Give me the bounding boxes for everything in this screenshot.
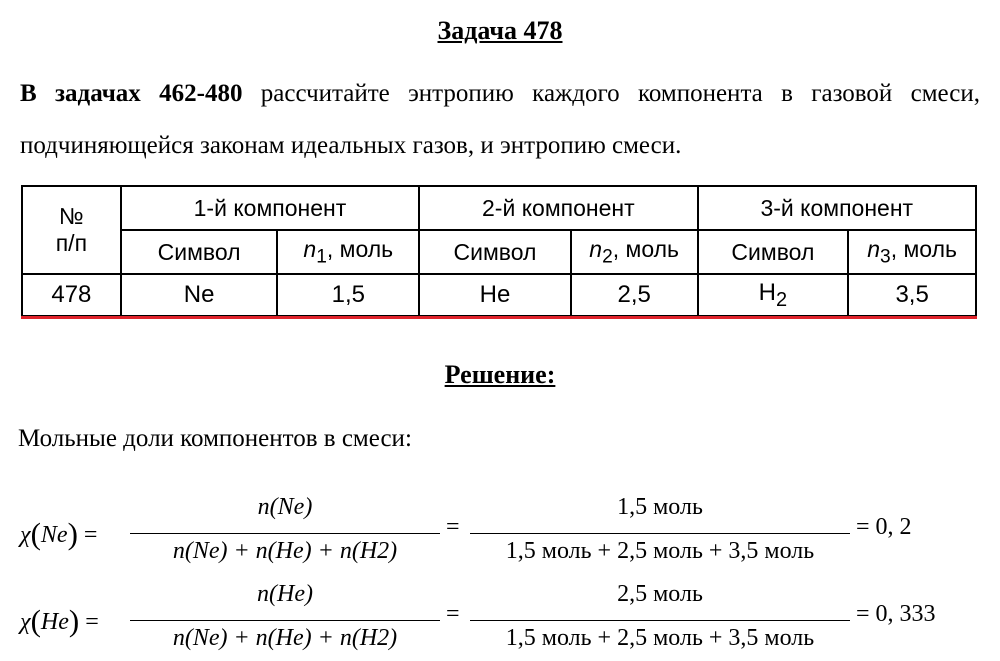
equation-he: χ(He) = n(He) n(Ne) + n(He) + n(H2) = 2,5 моль 1,5 моль + 2,5 моль + 3,5 моль = 0, 333 (20, 581, 936, 651)
lhs-ne: χ(Ne) = (20, 516, 98, 551)
numerator-value-he: 2,5 моль (617, 581, 703, 607)
lhs-he: χ(He) = (20, 603, 99, 638)
symbol-header-3: Символ (698, 230, 849, 274)
solution-title: Решение: (444, 360, 556, 389)
numerator-ne: n(Ne) (257, 494, 313, 520)
result-he: = 0, 333 (856, 601, 936, 627)
amount-1: 1,5 (277, 274, 419, 316)
symbol-2: He (419, 274, 571, 316)
denominator-symbolic-he: n(Ne) + n(He) + n(H2) (172, 625, 398, 651)
statement-bold-part: В задачах 462-480 (20, 80, 243, 107)
amount-2: 2,5 (571, 274, 698, 316)
problem-title: Задача 478 (437, 16, 563, 45)
symbol-header-1: Символ (121, 230, 278, 274)
component-table (21, 185, 977, 317)
denominator-symbolic-ne: n(Ne) + n(He) + n(H2) (172, 538, 398, 564)
symbol-header-2: Символ (419, 230, 571, 274)
equation-ne: χ(Ne) = n(Ne) n(Ne) + n(He) + n(H2) = 1,5 моль 1,5 моль + 2,5 моль + 3,5 моль = 0, 2 (20, 494, 912, 564)
symbol-3: $H_2$ (698, 274, 849, 316)
molar-fraction-text: Мольные доли компонентов в смеси: (18, 425, 412, 452)
denominator-value-he: 1,5 моль + 2,5 моль + 3,5 моль (505, 625, 815, 651)
amount-3: 3,5 (848, 274, 976, 316)
statement-text: рассчитайте энтропию каждого компонента в газовой смеси, подчиняющейся законам идеальных газов, и энтропию смеси. (20, 80, 981, 159)
problem-statement (20, 68, 980, 172)
denominator-value-ne: 1,5 моль + 2,5 моль + 3,5 моль (505, 538, 815, 564)
table-underline (21, 316, 977, 319)
result-ne: = 0, 2 (856, 514, 912, 540)
symbol-1: Ne (121, 274, 278, 316)
n1-header: $n_1$, моль (277, 230, 419, 274)
comp1-header: 1-й компонент (121, 186, 419, 230)
comp2-header: 2-й компонент (419, 186, 697, 230)
n3-header: $n_3$, моль (848, 230, 976, 274)
numerator-he: n(He) (257, 581, 313, 607)
row-number: 478 (22, 274, 121, 316)
numerator-value-ne: 1,5 моль (617, 494, 703, 520)
n2-header: $n_2$, моль (571, 230, 698, 274)
comp3-header: 3-й компонент (698, 186, 976, 230)
num-header: № п/п (22, 186, 121, 274)
